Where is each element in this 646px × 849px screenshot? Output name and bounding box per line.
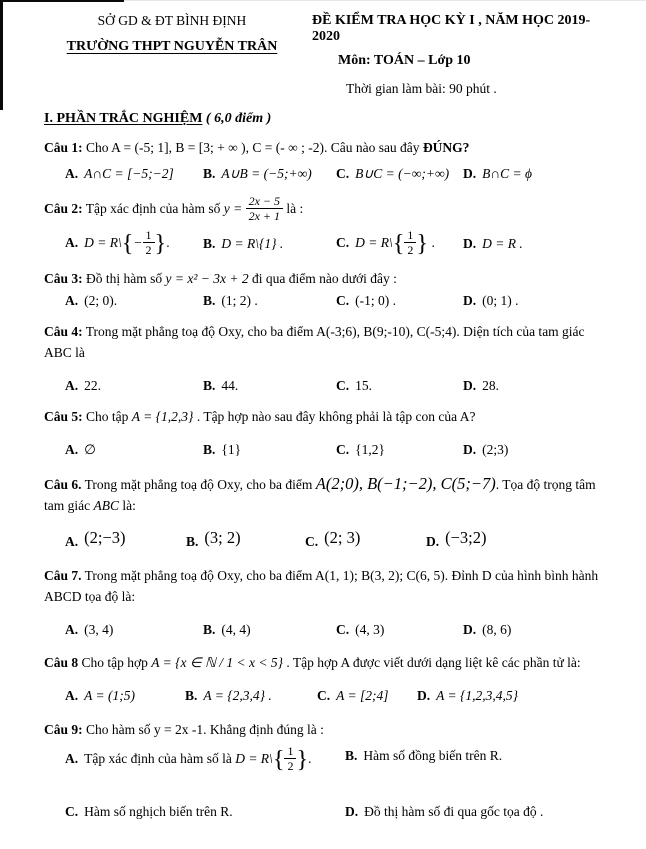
option-value: (2; 3) — [324, 527, 361, 547]
question-6-text: Trong mặt phẳng toạ độ Oxy, cho ba điểm — [81, 476, 316, 492]
question-3-tail: đi qua điểm nào dưới đây : — [248, 270, 397, 286]
denominator: 2 — [407, 243, 414, 258]
option-value: D = R\{1} . — [221, 235, 284, 251]
option-value: {1} — [221, 442, 242, 458]
option-label: A. — [65, 751, 79, 767]
header-left — [44, 10, 300, 97]
option-value: (−3;2) — [445, 527, 487, 547]
left-brace: { — [121, 229, 134, 257]
option-label: C. — [317, 688, 331, 704]
fraction — [246, 195, 283, 223]
option-label: C. — [65, 804, 79, 820]
question-5 — [44, 407, 614, 461]
question-1-options — [65, 164, 614, 184]
question-2-options — [65, 227, 614, 258]
duration-line: Thời gian làm bài: 90 phút . — [346, 81, 497, 96]
option-label: B. — [203, 442, 216, 458]
option-math: D = R\ — [235, 751, 273, 767]
question-3-options — [65, 291, 614, 311]
question-8-math: A = {x ∈ ℕ / 1 < x < 5} — [151, 655, 283, 671]
option-label: C. — [336, 234, 350, 250]
option-value: Hàm số đồng biến trên R. — [363, 747, 503, 763]
question-2 — [44, 193, 614, 258]
option-value: A = (1;5) — [84, 688, 135, 704]
question-7-label: Câu 7. — [44, 568, 82, 584]
question-9-options — [65, 743, 614, 822]
option-value: B∪C = (−∞;+∞) — [355, 166, 450, 182]
option-value: (0; 1) . — [482, 293, 519, 309]
question-9 — [44, 720, 614, 823]
q1-option-d — [463, 164, 614, 184]
option-label: A. — [65, 293, 79, 309]
q2-option-c — [336, 227, 463, 258]
option-value: ∅ — [84, 442, 96, 458]
fraction — [284, 745, 296, 773]
q5-option-d — [463, 440, 614, 460]
question-6-stem — [44, 472, 614, 517]
question-3-text: Đồ thị hàm số — [82, 270, 166, 286]
question-9-text: Cho hàm số y = 2x -1. Khẳng định đúng là : — [82, 721, 324, 737]
question-7-text: Trong mặt phẳng toạ độ Oxy, cho ba điểm A(1, 1); B(3, 2); C(6, 5). Đỉnh D của hình bình hành ABCD tọa độ là: — [44, 568, 599, 604]
option-label: D. — [463, 293, 477, 309]
question-3-stem — [44, 269, 614, 289]
fraction — [404, 229, 416, 257]
left-brace: { — [272, 745, 285, 773]
question-5-text: Cho tập — [82, 409, 132, 425]
q6-option-c — [305, 529, 426, 554]
question-7-options — [65, 620, 614, 640]
denominator: 2 — [145, 243, 152, 258]
option-label: B. — [345, 747, 358, 763]
option-label: C. — [336, 377, 350, 393]
question-6-tail2: là: — [118, 498, 136, 514]
option-label: C. — [336, 442, 350, 458]
option-label: B. — [203, 293, 216, 309]
denominator: 2 — [287, 759, 294, 774]
question-8-tail: . Tập hợp A được viết dưới dạng liệt kê các phần tử là: — [282, 655, 581, 671]
question-3-label: Câu 3: — [44, 270, 83, 286]
option-value: Đồ thị hàm số đi qua gốc tọa độ . — [364, 804, 544, 820]
option-label: D. — [426, 533, 440, 549]
option-value: A = {1,2,3,4,5} — [436, 688, 519, 704]
option-value: (2;3) — [482, 442, 509, 458]
option-value: (1; 2) . — [221, 293, 258, 309]
q7-option-c — [336, 620, 463, 640]
question-4-options — [65, 376, 614, 396]
option-label: D. — [345, 804, 359, 820]
triangle-name: ABC — [93, 498, 119, 514]
q9-option-d — [345, 802, 614, 822]
option-label: A. — [65, 442, 79, 458]
q3-option-a — [65, 291, 203, 311]
option-label: B. — [186, 533, 199, 549]
scan-artifact-top-faint — [124, 0, 646, 1]
q7-option-d — [463, 620, 614, 640]
numerator: 1 — [404, 229, 416, 244]
question-4-label: Câu 4: — [44, 324, 83, 340]
right-brace: } — [296, 745, 309, 773]
question-2-tail: là : — [283, 200, 304, 216]
option-label: D. — [463, 166, 477, 182]
q1-option-a — [65, 164, 203, 184]
q9-option-b — [345, 746, 614, 774]
question-5-options — [65, 440, 614, 460]
q8-option-c — [317, 686, 417, 706]
numerator: 2x − 5 — [246, 195, 283, 210]
question-7-stem — [44, 566, 614, 607]
question-6-label: Câu 6. — [44, 476, 82, 492]
q3-option-d — [463, 291, 614, 311]
question-5-math: A = {1,2,3} — [131, 409, 194, 425]
question-5-label: Câu 5: — [44, 409, 83, 425]
option-value: A∪B = (−5;+∞) — [221, 166, 312, 182]
q5-option-c — [336, 440, 463, 460]
question-6 — [44, 472, 614, 554]
q5-option-b — [203, 440, 336, 460]
option-label: B. — [203, 377, 216, 393]
subject-line: Môn: TOÁN – Lớp 10 — [338, 53, 471, 68]
option-value: A∩C = [−5;−2] — [84, 166, 174, 182]
question-4-stem — [44, 322, 614, 363]
option-value: (4, 3) — [355, 621, 385, 637]
option-value: 44. — [221, 377, 239, 393]
option-label: D. — [463, 235, 477, 251]
option-label: C. — [336, 166, 350, 182]
option-value: 22. — [84, 377, 101, 393]
question-9-label: Câu 9: — [44, 721, 83, 737]
q1-option-b — [203, 164, 336, 184]
question-5-stem — [44, 407, 614, 427]
option-label: A. — [65, 688, 79, 704]
question-4-text: Trong mặt phẳng toạ độ Oxy, cho ba điểm A(-3;6), B(9;-10), C(-5;4). Diện tích của tam giác ABC là — [44, 324, 585, 360]
scan-artifact-left — [0, 0, 3, 110]
q9-option-a — [65, 743, 345, 774]
option-value: {1,2} — [355, 442, 385, 458]
q4-option-c — [336, 376, 463, 396]
option-value: (2; 0). — [84, 293, 118, 309]
option-label: D. — [463, 377, 477, 393]
question-9-stem — [44, 720, 614, 740]
option-value: B∩C = ϕ — [482, 166, 532, 182]
department-name: SỞ GD & ĐT BÌNH ĐỊNH — [97, 13, 247, 28]
option-text: Tập xác định của hàm số là — [84, 751, 236, 767]
question-2-stem — [44, 193, 614, 224]
option-label: D. — [417, 688, 431, 704]
q4-option-d — [463, 376, 614, 396]
q1-option-c — [336, 164, 463, 184]
exam-title: ĐỀ KIỂM TRA HỌC KỲ I , NĂM HỌC 2019-2020 — [312, 13, 591, 44]
option-value: (8, 6) — [482, 621, 512, 637]
q5-option-a — [65, 440, 203, 460]
right-brace: } — [154, 229, 167, 257]
option-value: 28. — [482, 377, 499, 393]
q6-option-a — [65, 529, 186, 554]
option-value: D = R . — [482, 235, 523, 251]
question-6-options — [65, 529, 614, 554]
option-value: A = [2;4] — [336, 688, 389, 704]
section-points: ( 6,0 điểm ) — [202, 111, 272, 126]
question-7 — [44, 566, 614, 640]
question-3 — [44, 269, 614, 312]
option-value: (4, 4) — [221, 621, 251, 637]
option-label: C. — [336, 293, 350, 309]
period: . — [166, 234, 170, 250]
section-title: I. PHẦN TRẮC NGHIỆM — [44, 111, 203, 126]
denominator: 2x + 1 — [248, 209, 281, 224]
left-brace: { — [392, 229, 405, 257]
option-label: B. — [203, 621, 216, 637]
question-1-label: Câu 1: — [44, 140, 83, 155]
question-8 — [44, 653, 614, 707]
q4-option-a — [65, 376, 203, 396]
header-right — [300, 10, 614, 97]
period: . — [308, 751, 312, 767]
option-label: A. — [65, 533, 79, 549]
scan-artifact-top — [0, 0, 124, 2]
numerator: 1 — [284, 745, 296, 760]
question-1-stem — [44, 138, 614, 158]
q3-option-c — [336, 291, 463, 311]
question-2-label: Câu 2: — [44, 200, 83, 216]
option-value: Hàm số nghịch biến trên R. — [84, 804, 233, 820]
question-4 — [44, 322, 614, 396]
option-label: B. — [203, 235, 216, 251]
question-6-tail: . Tọa độ trọng tâm tam giác — [44, 476, 596, 514]
q2-option-b — [203, 234, 336, 254]
minus-sign: − — [133, 234, 143, 250]
question-1 — [44, 138, 614, 185]
option-label: A. — [65, 234, 79, 250]
option-label: C. — [336, 621, 350, 637]
option-label: A. — [65, 166, 79, 182]
q8-option-d — [417, 686, 614, 706]
school-name: TRƯỜNG THPT NGUYỄN TRÂN — [66, 39, 278, 54]
option-label: A. — [65, 377, 79, 393]
option-label: A. — [65, 621, 79, 637]
q9-option-c — [65, 802, 345, 822]
option-label: B. — [185, 688, 198, 704]
q6-option-d — [426, 529, 614, 554]
q2-option-a — [65, 227, 203, 258]
option-value: (3, 4) — [84, 621, 114, 637]
q3-option-b — [203, 291, 336, 311]
q6-option-b — [186, 529, 305, 554]
q7-option-a — [65, 620, 203, 640]
period: . — [428, 234, 435, 250]
question-8-label: Câu 8 — [44, 655, 79, 671]
option-value: 15. — [355, 377, 372, 393]
option-value: D = R\ — [355, 234, 393, 250]
option-label: B. — [203, 166, 216, 182]
option-label: C. — [305, 533, 319, 549]
question-6-math: A(2;0), B(−1;−2), C(5;−7) — [315, 473, 496, 493]
question-8-stem — [44, 653, 614, 673]
question-2-text: Tập xác định của hàm số — [82, 200, 224, 216]
right-brace: } — [416, 229, 429, 257]
option-label: D. — [463, 621, 477, 637]
question-8-text: Cho tập hợp — [78, 655, 152, 671]
option-label: D. — [463, 442, 477, 458]
fraction — [143, 229, 155, 257]
option-value: D = R\ — [84, 234, 122, 250]
school-name-row — [44, 38, 300, 55]
section-heading — [44, 111, 614, 127]
option-value: A = {2,3,4} . — [203, 688, 272, 704]
question-8-options — [65, 686, 614, 706]
q2-option-d — [463, 234, 614, 254]
question-3-math: y = x² − 3x + 2 — [165, 270, 249, 286]
math-y-equals: y = — [223, 200, 243, 216]
exam-header — [44, 10, 614, 97]
q8-option-a — [65, 686, 185, 706]
option-value: (3; 2) — [204, 527, 241, 547]
q8-option-b — [185, 686, 317, 706]
option-value: (2;−3) — [84, 527, 126, 547]
question-1-text: Cho A = (-5; 1], B = [3; + ∞ ), C = (- ∞ ; -2). Câu nào sau đây — [82, 140, 423, 155]
option-value: (-1; 0) . — [355, 293, 396, 309]
q7-option-b — [203, 620, 336, 640]
numerator: 1 — [143, 229, 155, 244]
q4-option-b — [203, 376, 336, 396]
question-5-tail: . Tập hợp nào sau đây không phải là tập con của A? — [193, 409, 476, 425]
question-1-emphasis: ĐÚNG? — [422, 140, 470, 155]
